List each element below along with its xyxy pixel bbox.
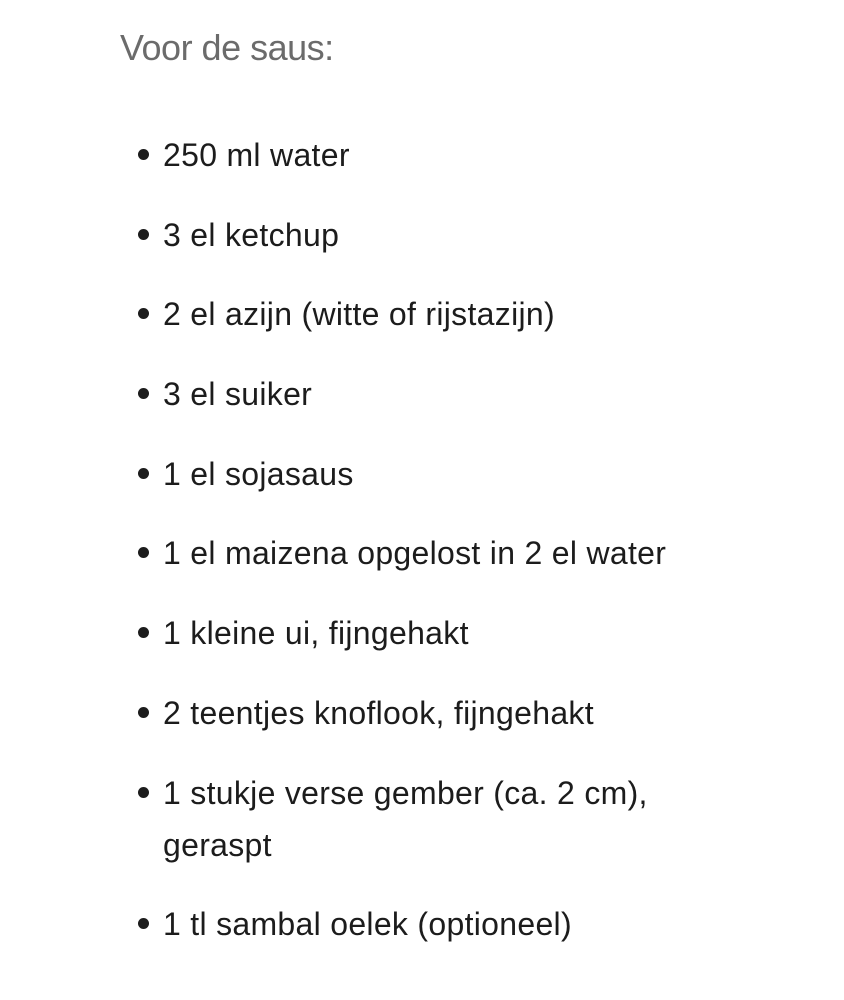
bullet-icon xyxy=(138,229,149,240)
ingredient-text: 3 el suiker xyxy=(163,376,313,412)
bullet-icon xyxy=(138,149,149,160)
bullet-icon xyxy=(138,918,149,929)
bullet-icon xyxy=(138,547,149,558)
ingredient-text: 3 el ketchup xyxy=(163,217,340,253)
ingredient-text: 2 el azijn (witte of rijstazijn) xyxy=(163,296,555,332)
section-heading: Voor de saus: xyxy=(120,27,334,68)
bullet-icon xyxy=(138,308,149,319)
bullet-icon xyxy=(138,707,149,718)
ingredient-text: 2 teentjes knoflook, fijngehakt xyxy=(163,695,594,731)
bullet-icon xyxy=(138,388,149,399)
ingredient-text: 250 ml water xyxy=(163,137,350,173)
ingredient-text: 1 el maizena opgelost in 2 el water xyxy=(163,535,667,571)
ingredient-text: 1 tl sambal oelek (optioneel) xyxy=(163,906,572,942)
ingredient-text: 1 kleine ui, fijngehakt xyxy=(163,615,469,651)
ingredient-text: 1 stukje verse gember (ca. 2 cm), geraspt xyxy=(163,775,648,863)
bullet-icon xyxy=(138,787,149,798)
bullet-icon xyxy=(138,468,149,479)
bullet-icon xyxy=(138,627,149,638)
ingredient-text: 1 el sojasaus xyxy=(163,456,354,492)
